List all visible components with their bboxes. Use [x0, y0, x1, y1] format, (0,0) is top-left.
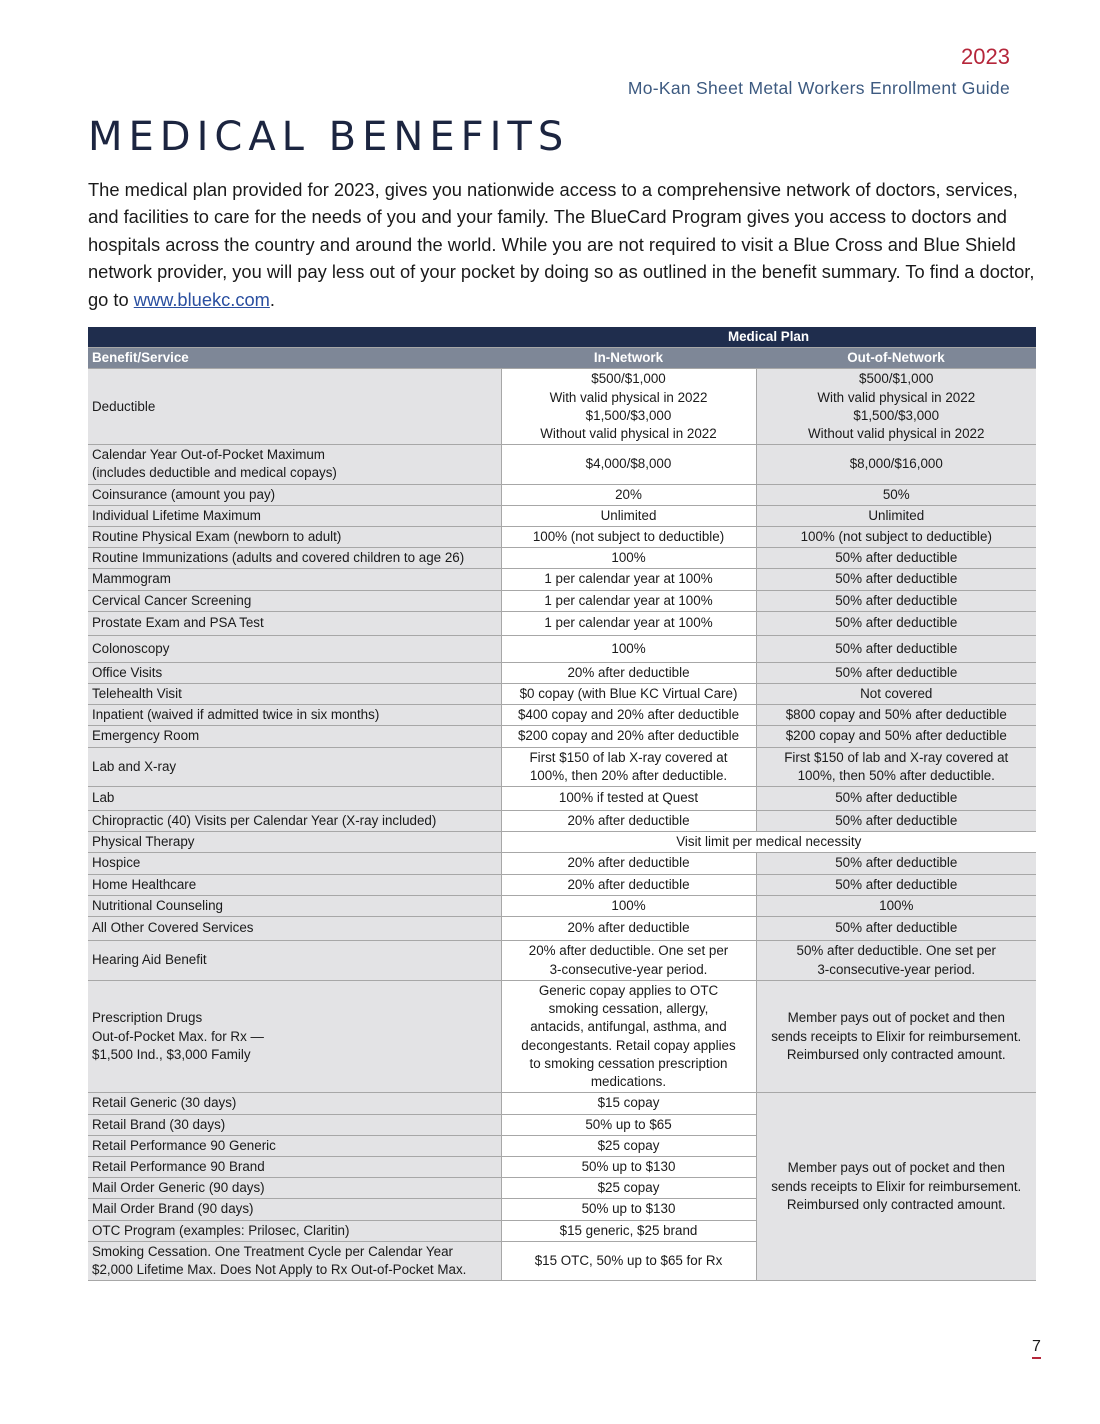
cell-line: to smoking cessation prescription	[529, 1055, 728, 1071]
service-cell: Physical Therapy	[88, 832, 501, 853]
in-network-cell: 20% after deductible	[501, 662, 756, 683]
cell-line: First $150 of lab and X-ray covered at	[784, 749, 1009, 765]
in-network-cell: 100%	[501, 895, 756, 916]
service-cell: Home Healthcare	[88, 874, 501, 895]
col-header-service: Benefit/Service	[88, 348, 501, 369]
out-of-network-cell	[756, 941, 1036, 981]
out-of-network-cell: $200 copay and 50% after deductible	[756, 726, 1036, 747]
out-of-network-cell: 50% after deductible	[756, 569, 1036, 590]
cell-line: Calendar Year Out-of-Pocket Maximum	[92, 447, 325, 463]
out-of-network-cell: Unlimited	[756, 505, 1036, 526]
table-row	[88, 662, 1036, 683]
cell-line: Without valid physical in 2022	[808, 426, 985, 442]
cell-line: Smoking Cessation. One Treatment Cycle per Calendar Year	[92, 1243, 453, 1259]
table-row	[88, 635, 1036, 662]
intro-paragraph	[88, 176, 1048, 313]
in-network-cell	[501, 747, 756, 786]
in-network-cell: 20% after deductible	[501, 811, 756, 832]
out-of-network-cell: $8,000/$16,000	[756, 445, 1036, 484]
table-row	[88, 705, 1036, 726]
cell-line: Member pays out of pocket and then	[787, 1010, 1005, 1026]
service-cell: Mail Order Brand (90 days)	[88, 1199, 501, 1220]
cell-line: 3-consecutive-year period.	[817, 961, 976, 977]
in-network-cell: 50% up to $130	[501, 1156, 756, 1177]
table-row	[88, 787, 1036, 811]
cell-line: $1,500/$3,000	[853, 407, 940, 423]
table-row	[88, 684, 1036, 705]
col-header-in-network: In-Network	[501, 348, 756, 369]
cell-line: Prescription Drugs	[92, 1010, 203, 1026]
in-network-cell	[501, 941, 756, 981]
service-cell: Mammogram	[88, 569, 501, 590]
in-network-cell: $25 copay	[501, 1178, 756, 1199]
service-cell: Hospice	[88, 853, 501, 874]
service-cell: Individual Lifetime Maximum	[88, 505, 501, 526]
in-network-cell: $15 generic, $25 brand	[501, 1220, 756, 1241]
table-row	[88, 917, 1036, 941]
page-number: 7	[1032, 1338, 1041, 1359]
cell-line: 20% after deductible. One set per	[528, 943, 729, 959]
table-row	[88, 981, 1036, 1093]
out-of-network-cell: 50% after deductible	[756, 611, 1036, 635]
header-guide-title: Mo-Kan Sheet Metal Workers Enrollment Guide	[627, 78, 1010, 98]
out-of-network-cell: $800 copay and 50% after deductible	[756, 705, 1036, 726]
cell-line: $500/$1,000	[859, 371, 934, 387]
in-network-cell: 100%	[501, 635, 756, 662]
service-cell: Lab	[88, 787, 501, 811]
in-network-cell: $200 copay and 20% after deductible	[501, 726, 756, 747]
service-cell: Retail Brand (30 days)	[88, 1114, 501, 1135]
bluekc-link[interactable]: www.bluekc.com	[133, 288, 270, 310]
out-of-network-cell: 50% after deductible	[756, 874, 1036, 895]
service-cell: All Other Covered Services	[88, 917, 501, 941]
service-cell	[88, 1241, 501, 1280]
cell-line: $1,500 Ind., $3,000 Family	[92, 1046, 251, 1062]
in-network-cell: Unlimited	[501, 505, 756, 526]
service-cell: Lab and X-ray	[88, 747, 501, 786]
cell-line: With valid physical in 2022	[817, 389, 976, 405]
out-of-network-cell: 50% after deductible	[756, 811, 1036, 832]
table-row	[88, 505, 1036, 526]
in-network-cell: 20% after deductible	[501, 853, 756, 874]
cell-line: 100%, then 20% after deductible.	[529, 767, 728, 783]
service-cell: Nutritional Counseling	[88, 895, 501, 916]
out-of-network-cell: 50% after deductible	[756, 917, 1036, 941]
in-network-cell: 20% after deductible	[501, 874, 756, 895]
both-networks-cell: Visit limit per medical necessity	[501, 832, 1036, 853]
plan-header-blank	[88, 327, 501, 348]
out-of-network-shared-cell	[756, 1093, 1036, 1281]
in-network-cell: $25 copay	[501, 1135, 756, 1156]
service-cell: Office Visits	[88, 662, 501, 683]
service-cell: Routine Physical Exam (newborn to adult)	[88, 527, 501, 548]
cell-line: decongestants. Retail copay applies	[521, 1037, 736, 1053]
cell-line: $2,000 Lifetime Max. Does Not Apply to Rx Out-of-Pocket Max.	[92, 1261, 467, 1277]
cell-line: $1,500/$3,000	[585, 407, 672, 423]
table-row	[88, 1093, 1036, 1114]
header-year: 2023	[961, 44, 1010, 69]
in-network-cell: 20%	[501, 484, 756, 505]
out-of-network-cell	[756, 981, 1036, 1093]
in-network-cell: 100% if tested at Quest	[501, 787, 756, 811]
out-of-network-cell: 50% after deductible	[756, 635, 1036, 662]
in-network-cell: $0 copay (with Blue KC Virtual Care)	[501, 684, 756, 705]
cell-line: Reimbursed only contracted amount.	[786, 1046, 1006, 1062]
page-title: MEDICAL BENEFITS	[88, 114, 570, 160]
cell-line: sends receipts to Elixir for reimbursement.	[771, 1028, 1022, 1044]
out-of-network-cell: 50% after deductible	[756, 787, 1036, 811]
plan-header: Medical Plan	[501, 327, 1036, 348]
cell-line: Out-of-Pocket Max. for Rx —	[92, 1028, 264, 1044]
table-row	[88, 941, 1036, 981]
out-of-network-cell: Not covered	[756, 684, 1036, 705]
cell-line: Without valid physical in 2022	[540, 426, 717, 442]
in-network-cell	[501, 981, 756, 1093]
in-network-cell: 20% after deductible	[501, 917, 756, 941]
table-row	[88, 369, 1036, 445]
col-header-out-of-network: Out-of-Network	[756, 348, 1036, 369]
service-cell: Routine Immunizations (adults and covered children to age 26)	[88, 548, 501, 569]
service-cell: Retail Performance 90 Generic	[88, 1135, 501, 1156]
out-of-network-cell: 100% (not subject to deductible)	[756, 527, 1036, 548]
intro-text-end: .	[269, 288, 275, 310]
out-of-network-cell	[756, 747, 1036, 786]
table-row	[88, 590, 1036, 611]
column-header-row	[88, 348, 1036, 369]
service-cell	[88, 981, 501, 1093]
table-row	[88, 548, 1036, 569]
service-cell: Chiropractic (40) Visits per Calendar Year (X-ray included)	[88, 811, 501, 832]
table-row	[88, 853, 1036, 874]
in-network-cell	[501, 369, 756, 445]
table-row	[88, 611, 1036, 635]
cell-line: 100%, then 50% after deductible.	[797, 767, 995, 783]
service-cell: Mail Order Generic (90 days)	[88, 1178, 501, 1199]
in-network-cell: 50% up to $130	[501, 1199, 756, 1220]
table-row	[88, 726, 1036, 747]
service-cell: Colonoscopy	[88, 635, 501, 662]
in-network-cell: 1 per calendar year at 100%	[501, 590, 756, 611]
table-row	[88, 811, 1036, 832]
service-cell: Prostate Exam and PSA Test	[88, 611, 501, 635]
out-of-network-cell: 50% after deductible	[756, 548, 1036, 569]
in-network-cell: 1 per calendar year at 100%	[501, 569, 756, 590]
plan-header-row	[88, 327, 1036, 348]
out-of-network-cell: 50% after deductible	[756, 662, 1036, 683]
cell-line: First $150 of lab X-ray covered at	[529, 749, 728, 765]
service-cell: Emergency Room	[88, 726, 501, 747]
cell-line: 3-consecutive-year period.	[549, 961, 708, 977]
out-of-network-cell	[756, 369, 1036, 445]
out-of-network-cell: 50%	[756, 484, 1036, 505]
out-of-network-cell: 50% after deductible	[756, 853, 1036, 874]
in-network-cell: 1 per calendar year at 100%	[501, 611, 756, 635]
service-cell: Inpatient (waived if admitted twice in six months)	[88, 705, 501, 726]
service-cell: Retail Performance 90 Brand	[88, 1156, 501, 1177]
service-cell: Hearing Aid Benefit	[88, 941, 501, 981]
in-network-cell: 100% (not subject to deductible)	[501, 527, 756, 548]
cell-line: 50% after deductible. One set per	[796, 943, 996, 959]
cell-line: Reimbursed only contracted amount.	[786, 1196, 1006, 1212]
cell-line: medications.	[590, 1074, 667, 1090]
table-row	[88, 445, 1036, 484]
benefits-table	[88, 327, 1036, 1281]
cell-line: smoking cessation, allergy,	[548, 1001, 709, 1017]
out-of-network-cell: 100%	[756, 895, 1036, 916]
service-cell: Telehealth Visit	[88, 684, 501, 705]
cell-line: Member pays out of pocket and then	[787, 1160, 1005, 1176]
table-row	[88, 874, 1036, 895]
service-cell: OTC Program (examples: Prilosec, Claritin)	[88, 1220, 501, 1241]
cell-line: antacids, antifungal, asthma, and	[530, 1019, 727, 1035]
table-row	[88, 895, 1036, 916]
table-row	[88, 747, 1036, 786]
service-cell	[88, 445, 501, 484]
intro-text: The medical plan provided for 2023, gives you nationwide access to a comprehensive network of doctors, services, and facilities to care for the needs of you and your family. The BlueCard Program gives you access to doctors and hospitals across the country and around the world. While you are not required to visit a Blue Cross and Blue Shield network provider, you will pay less out of your pocket by doing so as outlined in the benefit summary. To find a doctor, go to	[88, 179, 1035, 310]
service-cell: Coinsurance (amount you pay)	[88, 484, 501, 505]
cell-line: With valid physical in 2022	[549, 389, 708, 405]
out-of-network-cell: 50% after deductible	[756, 590, 1036, 611]
service-cell: Cervical Cancer Screening	[88, 590, 501, 611]
service-cell: Retail Generic (30 days)	[88, 1093, 501, 1114]
cell-line: $500/$1,000	[591, 371, 666, 387]
cell-line: sends receipts to Elixir for reimbursement.	[771, 1178, 1022, 1194]
table-row	[88, 569, 1036, 590]
in-network-cell: $15 OTC, 50% up to $65 for Rx	[501, 1241, 756, 1280]
in-network-cell: $400 copay and 20% after deductible	[501, 705, 756, 726]
table-row	[88, 832, 1036, 853]
in-network-cell: 50% up to $65	[501, 1114, 756, 1135]
table-row	[88, 527, 1036, 548]
in-network-cell: $15 copay	[501, 1093, 756, 1114]
service-cell: Deductible	[88, 369, 501, 445]
in-network-cell: $4,000/$8,000	[501, 445, 756, 484]
cell-line: (includes deductible and medical copays)	[92, 465, 337, 481]
in-network-cell: 100%	[501, 548, 756, 569]
table-row	[88, 484, 1036, 505]
cell-line: Generic copay applies to OTC	[538, 983, 719, 999]
